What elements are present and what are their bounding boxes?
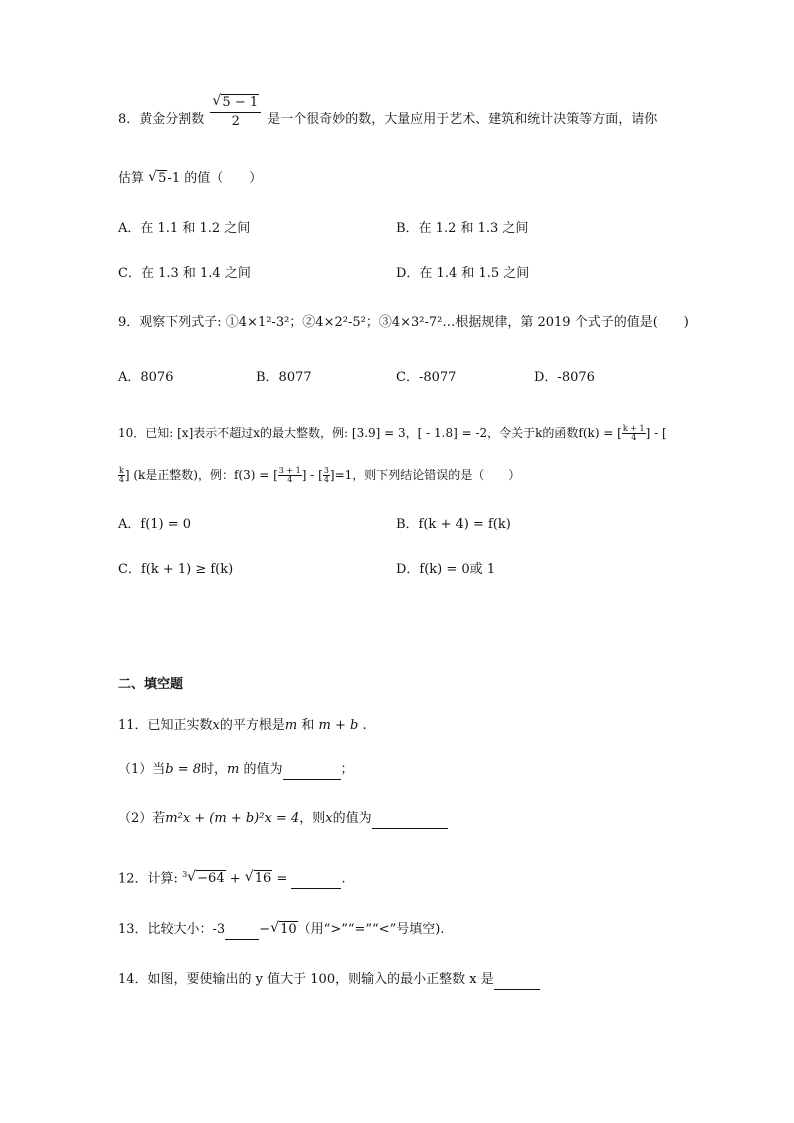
q10-option-d[interactable]: D．f(k) = 0或 1	[396, 562, 496, 577]
q12-equals: =	[272, 871, 292, 887]
q11-sub1	[118, 761, 354, 780]
q9-text: 9．观察下列式子: ①4×1²-3²；②4×2²-5²；③4×3²-7²…根据规律，第 2019 个式子的值是( )	[118, 315, 689, 330]
q10-option-c[interactable]: C．f(k + 1) ≥ f(k)	[118, 562, 234, 577]
q11-sub1-prefix: （1）当	[118, 762, 166, 777]
q11-period: .	[358, 718, 367, 733]
q8-option-b[interactable]: B．在 1.2 和 1.3 之间	[396, 221, 529, 236]
q10-line1-prefix: 10．已知: [x]表示不超过x的最大整数，例: [3.9] = 3，[ - 1.8] = -2，令关于k的函数f(k) = [	[118, 426, 622, 440]
q11-line1	[118, 717, 367, 735]
q13-minus: −	[259, 922, 271, 937]
section-title: 二、填空题	[118, 677, 184, 692]
q8-line2-prefix: 估算	[118, 171, 145, 186]
q11-sub1-answer-blank[interactable]	[283, 761, 341, 780]
q11-sub2-mid: ，则	[299, 811, 326, 826]
q8-line2-suffix: -1 的值（ ）	[167, 171, 263, 186]
q11-m-plus-b: m + b	[318, 718, 359, 733]
q10-k-num: k	[119, 466, 124, 475]
q14-line	[118, 971, 540, 990]
q8-prefix: 8．黄金分割数	[118, 112, 205, 127]
q11-and: 和	[297, 718, 319, 733]
q11-sub1-mid: 时，	[201, 762, 228, 777]
q11-sub1-end: ；	[340, 762, 354, 777]
q8-option-d[interactable]: D．在 1.4 和 1.5 之间	[396, 266, 530, 281]
q10-ex2-den: 4	[323, 475, 329, 484]
q11-prefix: 11．已知正实数	[118, 718, 213, 733]
q8-line1	[118, 93, 658, 131]
q9-option-a[interactable]: A．8076	[118, 370, 174, 385]
q12-plus: +	[225, 871, 245, 887]
q10-f-den: 4	[631, 433, 637, 442]
q10-line1-suffix: ] - [	[645, 426, 667, 440]
q10-line2-suffix: ]=1，则下列结论错误的是（ ）	[329, 468, 521, 482]
q11-sub2	[118, 810, 448, 829]
q8-option-a[interactable]: A．在 1.1 和 1.2 之间	[118, 221, 251, 236]
q12-end: .	[341, 871, 346, 887]
q11-sub2-expr: m²x + (m + b)²x = 4	[165, 811, 300, 826]
q11-sub1-suffix: 的值为	[239, 762, 283, 777]
q10-f-num: k + 1	[622, 424, 645, 433]
q10-k-den: 4	[118, 475, 124, 484]
q11-sub2-prefix: （2）若	[118, 811, 166, 826]
q12-line: 12．计算: $^3$ √ −64 + √ 16 = .	[118, 866, 346, 889]
q9-option-c[interactable]: C．-8077	[396, 370, 457, 385]
q10-option-a[interactable]: A．f(1) = 0	[118, 517, 192, 532]
q11-sub2-x: x	[325, 811, 333, 826]
q11-sub2-answer-blank[interactable]	[372, 810, 448, 829]
golden-ratio-fraction: √ 5 − 1 2	[210, 94, 261, 131]
q11-x: x	[212, 718, 220, 733]
q10-line2-mid2: ] - [	[301, 468, 323, 482]
q10-k-fraction	[118, 467, 125, 484]
q8-suffix: 是一个很奇妙的数，大量应用于艺术、建筑和统计决策等方面，请你	[267, 112, 658, 127]
q9-option-d[interactable]: D．-8076	[534, 370, 595, 385]
q11-sub1-m: m	[227, 762, 240, 777]
q14-answer-blank[interactable]	[494, 971, 540, 990]
q14-text: 14．如图，要使输出的 y 值大于 100，则输入的最小正整数 x 是	[118, 972, 494, 987]
q10-line1	[118, 424, 667, 442]
q10-option-b[interactable]: B．f(k + 4) = f(k)	[396, 517, 511, 532]
q10-ex2-num: 3	[323, 466, 329, 475]
q10-ex-num: 3 + 1	[278, 466, 301, 475]
q12-sqrt-radicand: 16	[254, 871, 272, 887]
q8-line2: 估算 √ 5-1 的值（ ）	[118, 169, 263, 186]
q10-line2-mid: ] (k是正整数)，例：f(3) = [	[124, 468, 278, 482]
q13-answer-blank[interactable]	[225, 921, 259, 940]
q8-option-c[interactable]: C．在 1.3 和 1.4 之间	[118, 266, 251, 281]
q10-line2	[118, 466, 520, 484]
q11-mid: 的平方根是	[219, 718, 285, 733]
q13-line: 13．比较大小：-3 − √ 10（用“>”“=”“<”号填空).	[118, 921, 444, 940]
q13-sqrt-radicand: 10	[280, 922, 297, 937]
q13-suffix: （用“>”“=”“<”号填空).	[297, 922, 445, 937]
q12-prefix: 12．计算:	[118, 871, 183, 887]
q11-sub2-suffix: 的值为	[332, 811, 372, 826]
q12-cbrt-index: 3	[182, 870, 188, 879]
q10-example2-fraction	[323, 467, 330, 484]
q9-option-b[interactable]: B．8077	[256, 370, 312, 385]
q10-f-fraction	[622, 425, 646, 442]
q12-cbrt-radicand: −64	[197, 871, 225, 887]
golden-ratio-denominator: 2	[231, 114, 240, 129]
q12-answer-blank[interactable]	[291, 870, 341, 889]
q10-ex-den: 4	[287, 475, 293, 484]
golden-ratio-numerator: 5 − 1	[222, 95, 259, 110]
q8-sqrt-radicand: 5	[158, 171, 167, 186]
q13-prefix: 13．比较大小：-3	[118, 922, 226, 937]
q11-sub1-cond: b = 8	[165, 762, 202, 777]
q10-example-fraction	[278, 467, 302, 484]
q11-m: m	[284, 718, 298, 733]
